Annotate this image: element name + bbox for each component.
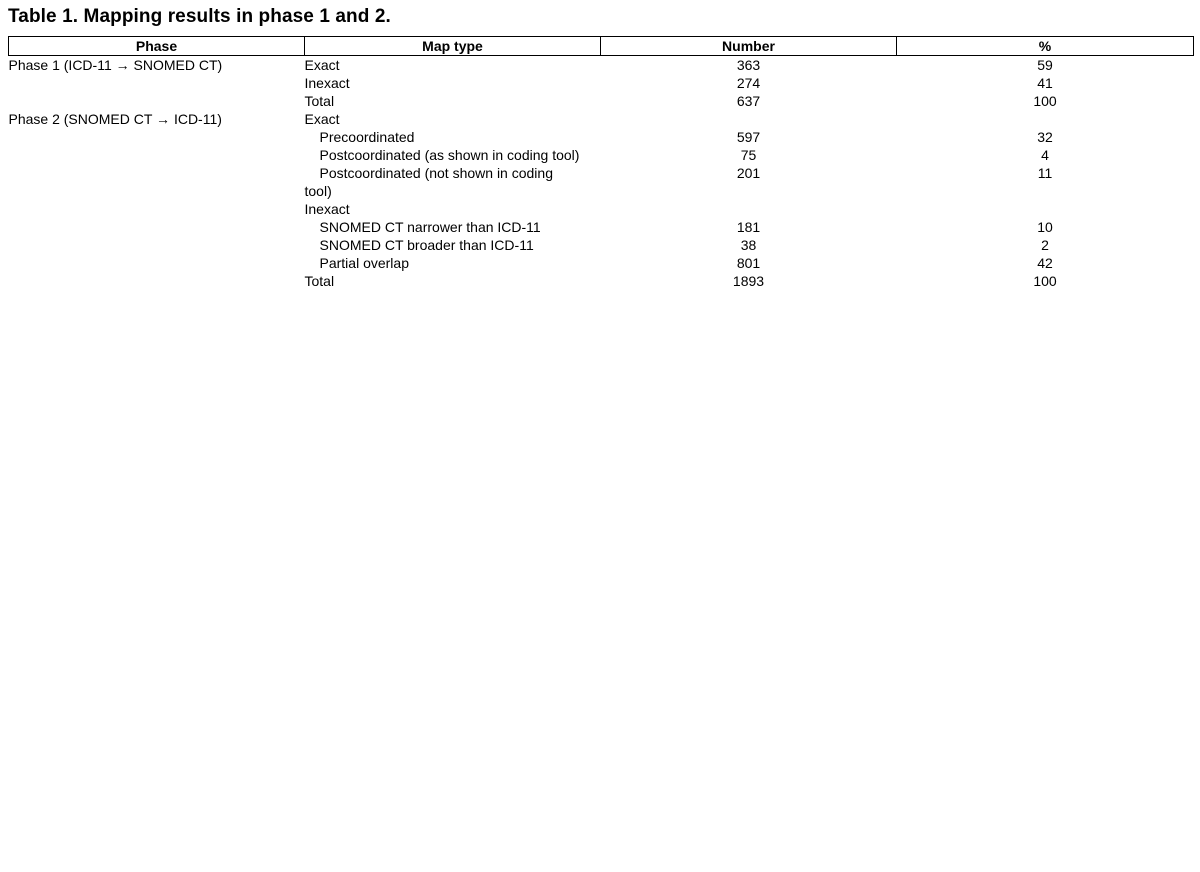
phase-cell: Phase 1 (ICD-11 → SNOMED CT) — [8, 57, 223, 73]
percent-cell: 11 — [1037, 165, 1053, 181]
map-type-cell: Exact — [304, 111, 340, 127]
table-row — [9, 110, 1194, 128]
phase-cell — [9, 92, 305, 110]
map-type-cell: Inexact — [304, 201, 350, 217]
header-number: Number — [601, 37, 897, 56]
table-row — [9, 272, 1194, 290]
map-type-cell: SNOMED CT narrower than ICD-11 — [319, 219, 541, 235]
phase-cell — [9, 254, 305, 272]
phase-cell: Phase 2 (SNOMED CT → ICD-11) — [8, 111, 222, 127]
phase-cell — [9, 182, 305, 200]
number-cell: 363 — [736, 57, 761, 73]
map-type-cell: Postcoordinated (not shown in coding — [319, 165, 553, 181]
percent-cell: 41 — [1037, 75, 1053, 91]
number-cell: 181 — [736, 219, 761, 235]
map-type-cell: SNOMED CT broader than ICD-11 — [319, 237, 534, 253]
number-cell: 801 — [736, 255, 761, 271]
number-cell — [601, 182, 897, 200]
table-row — [9, 128, 1194, 146]
percent-cell: 32 — [1037, 129, 1053, 145]
phase-cell — [9, 236, 305, 254]
table-header-row — [9, 37, 1194, 56]
table-title: Table 1. Mapping results in phase 1 and 2. — [8, 6, 391, 27]
phase-cell — [9, 128, 305, 146]
percent-cell: 42 — [1037, 255, 1053, 271]
phase-cell — [9, 164, 305, 182]
table-row — [9, 56, 1194, 75]
number-cell: 637 — [736, 93, 761, 109]
table-row — [9, 92, 1194, 110]
header-percent: % — [897, 37, 1194, 56]
map-type-cell: Postcoordinated (as shown in coding tool) — [319, 147, 580, 163]
percent-cell: 10 — [1037, 219, 1053, 235]
table-row — [9, 254, 1194, 272]
percent-cell: 100 — [1033, 273, 1057, 289]
map-type-cell: Total — [304, 273, 335, 289]
map-type-cell: Inexact — [304, 75, 350, 91]
number-cell — [601, 200, 897, 218]
table-row — [9, 182, 1194, 200]
phase-cell — [9, 74, 305, 92]
percent-cell: 4 — [1041, 147, 1049, 163]
table-row — [9, 146, 1194, 164]
table-row — [9, 236, 1194, 254]
header-map-type: Map type — [305, 37, 601, 56]
percent-cell — [897, 182, 1194, 200]
percent-cell: 100 — [1033, 93, 1057, 109]
percent-cell: 2 — [1041, 237, 1049, 253]
phase-cell — [9, 146, 305, 164]
number-cell: 75 — [740, 147, 757, 163]
table-row — [9, 200, 1194, 218]
phase-cell — [9, 200, 305, 218]
number-cell: 38 — [740, 237, 757, 253]
number-cell: 274 — [736, 75, 761, 91]
number-cell: 597 — [736, 129, 761, 145]
table-row — [9, 74, 1194, 92]
map-type-cell: Exact — [304, 57, 340, 73]
table-row — [9, 164, 1194, 182]
phase-cell — [9, 218, 305, 236]
percent-cell: 59 — [1037, 57, 1053, 73]
percent-cell — [897, 200, 1194, 218]
header-phase: Phase — [9, 37, 305, 56]
percent-cell — [897, 110, 1194, 128]
table-row — [9, 218, 1194, 236]
mapping-results-table — [8, 36, 1194, 290]
number-cell — [601, 110, 897, 128]
map-type-cell: Precoordinated — [319, 129, 415, 145]
number-cell: 1893 — [732, 273, 765, 289]
map-type-cell: Total — [304, 93, 335, 109]
map-type-cell: Partial overlap — [319, 255, 409, 271]
phase-cell — [9, 272, 305, 290]
map-type-cell: tool) — [304, 183, 332, 199]
number-cell: 201 — [736, 165, 761, 181]
table-body — [9, 56, 1194, 291]
